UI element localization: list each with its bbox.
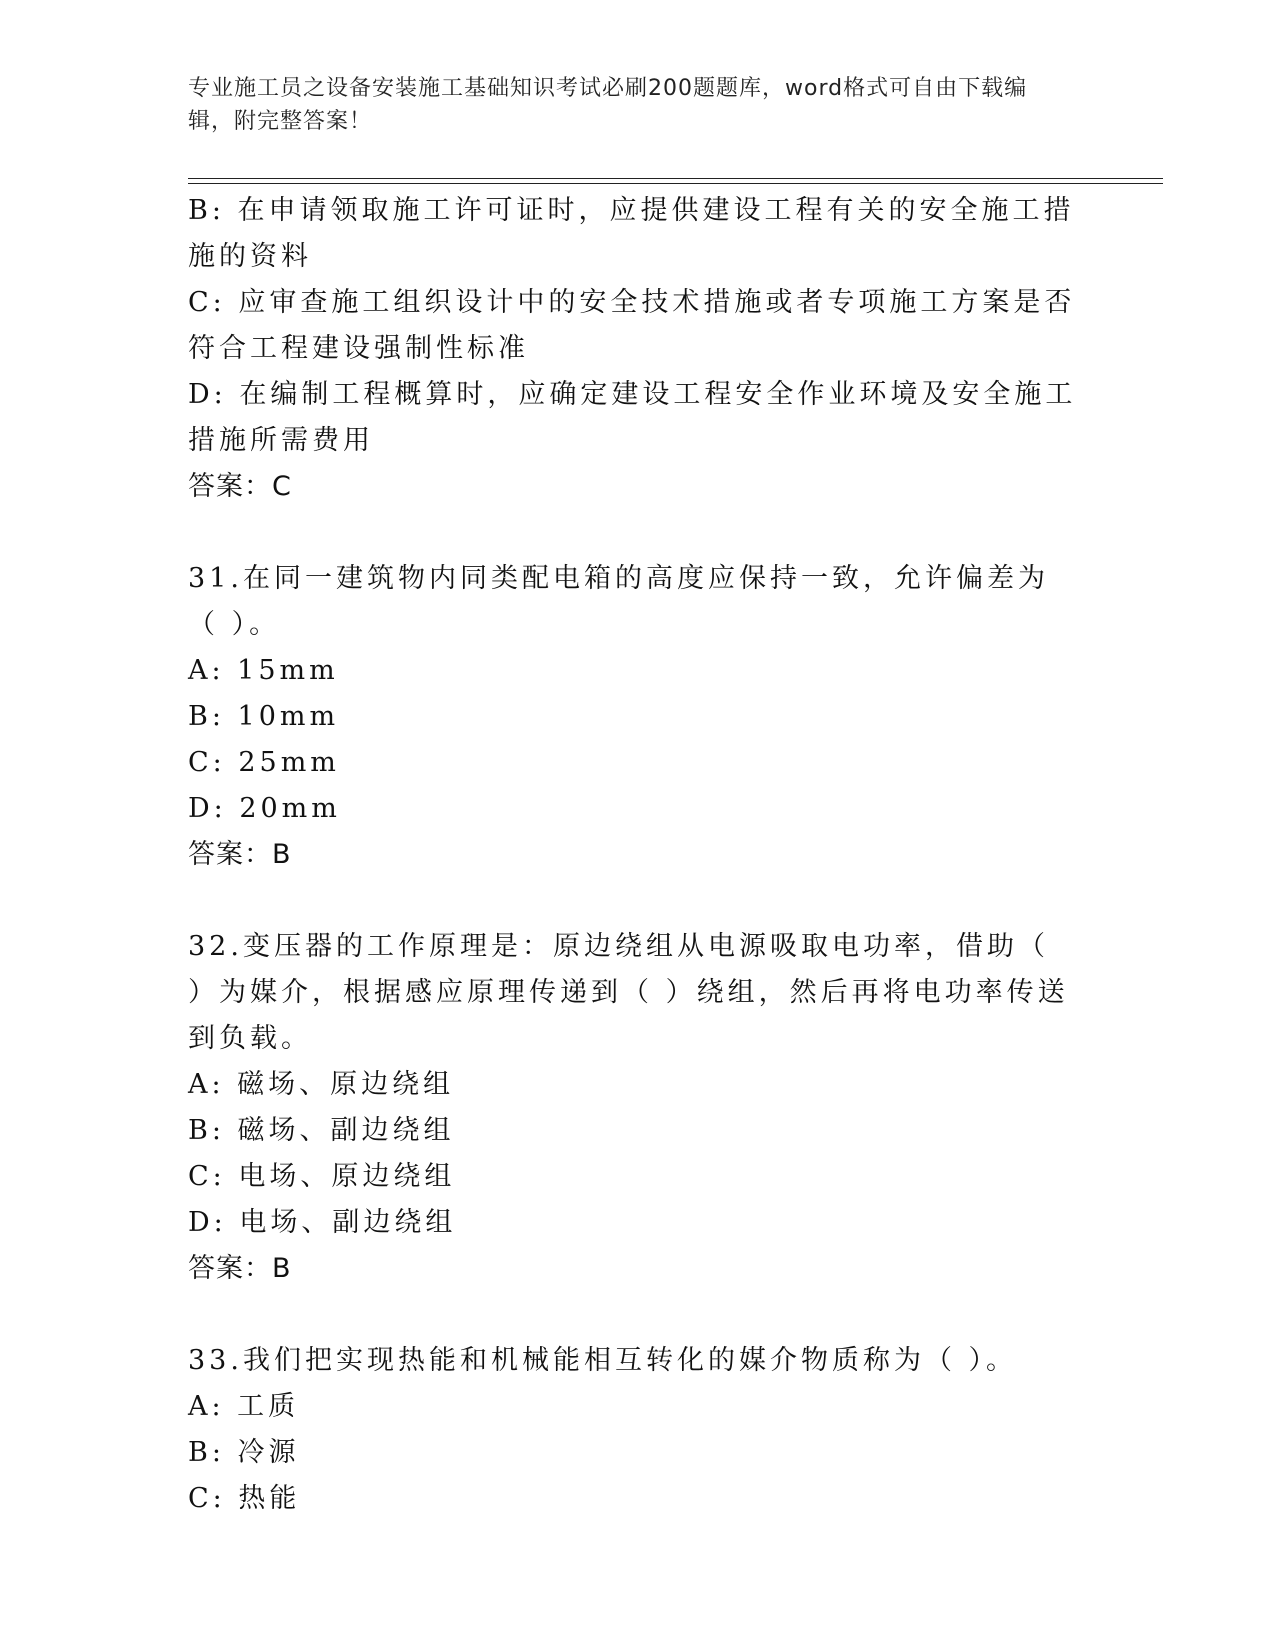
- page-header: [188, 72, 1068, 138]
- option-c: C: 应审查施工组织设计中的安全技术措施或者专项施工方案是否符合工程建设强制性标准: [188, 287, 1076, 364]
- spacer: [188, 878, 1088, 924]
- option-c: C: 热能: [188, 1483, 301, 1514]
- option-b: B: 磁场、副边绕组: [188, 1115, 455, 1146]
- header-divider-bottom: [188, 183, 1163, 184]
- header-title: 专业施工员之设备安装施工基础知识考试必刷200题题库，word格式可自由下载编辑，附完整答案！: [188, 76, 1028, 134]
- option-a: A: 15mm: [188, 655, 339, 686]
- option-b: B: 10mm: [188, 701, 340, 732]
- option-a: A: 磁场、原边绕组: [188, 1069, 455, 1100]
- question-32: [188, 924, 1088, 1292]
- header-divider-top: [188, 178, 1163, 179]
- question-30-continuation: [188, 188, 1088, 510]
- option-b: B: 冷源: [188, 1437, 300, 1468]
- spacer: [188, 510, 1088, 556]
- answer-line: 答案：C: [188, 471, 292, 502]
- option-c: C: 25mm: [188, 747, 340, 778]
- question-stem: 31.在同一建筑物内同类配电箱的高度应保持一致，允许偏差为（ ）。: [188, 563, 1049, 640]
- spacer: [188, 1292, 1088, 1338]
- question-stem: 32.变压器的工作原理是：原边绕组从电源吸取电功率，借助（ ）为媒介，根据感应原理传递到（ ）绕组，然后再将电功率传送到负载。: [188, 931, 1069, 1054]
- question-stem: 33.我们把实现热能和机械能相互转化的媒介物质称为（ ）。: [188, 1345, 1018, 1376]
- option-c: C: 电场、原边绕组: [188, 1161, 456, 1192]
- document-body: [188, 188, 1088, 1522]
- option-b: B: 在申请领取施工许可证时，应提供建设工程有关的安全施工措施的资料: [188, 195, 1075, 272]
- question-31: [188, 556, 1088, 878]
- answer-line: 答案：B: [188, 1253, 292, 1284]
- answer-line: 答案：B: [188, 839, 292, 870]
- option-d: D: 在编制工程概算时，应确定建设工程安全作业环境及安全施工措施所需费用: [188, 379, 1077, 456]
- option-d: D: 电场、副边绕组: [188, 1207, 457, 1238]
- question-33: [188, 1338, 1088, 1522]
- option-a: A: 工质: [188, 1391, 300, 1422]
- option-d: D: 20mm: [188, 793, 341, 824]
